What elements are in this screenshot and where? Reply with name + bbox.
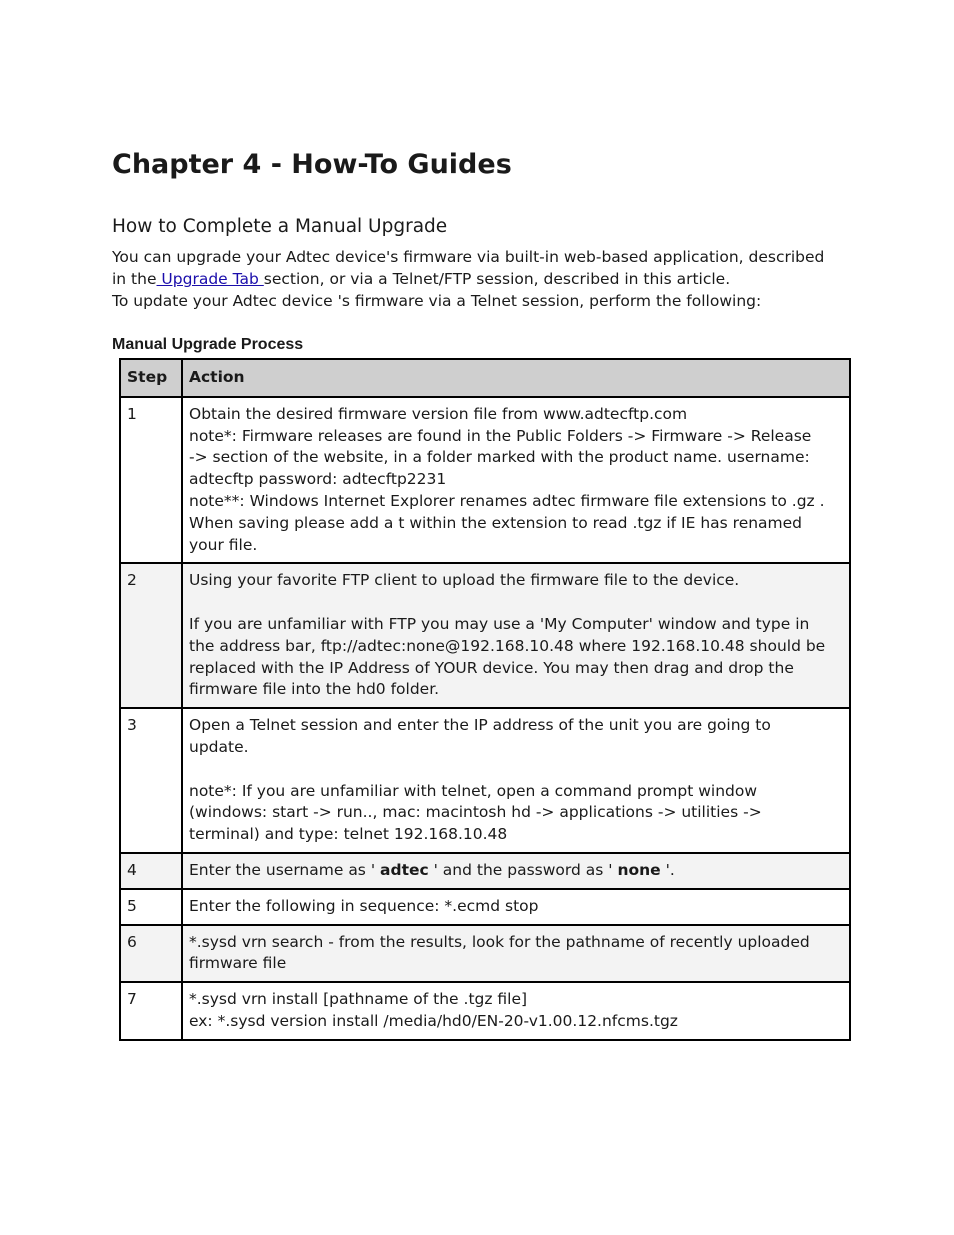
table-row bbox=[120, 925, 850, 983]
action-line: replaced with the IP Address of YOUR device. You may then drag and drop the bbox=[189, 658, 794, 677]
intro-line-2 bbox=[112, 269, 852, 291]
action-cell bbox=[182, 925, 850, 983]
step-number: 2 bbox=[120, 563, 182, 708]
table-row bbox=[120, 708, 850, 853]
step-number: 1 bbox=[120, 397, 182, 564]
action-line: firmware file bbox=[189, 954, 287, 973]
intro-paragraph bbox=[112, 247, 852, 312]
action-cell bbox=[182, 563, 850, 708]
intro-line-3: To update your Adtec device 's firmware via a Telnet session, perform the following: bbox=[112, 291, 762, 310]
chapter-title: Chapter 4 - How-To Guides bbox=[112, 149, 512, 180]
action-cell bbox=[182, 889, 850, 925]
table-header-row bbox=[120, 359, 850, 397]
table-row bbox=[120, 563, 850, 708]
action-line: adtecftp password: adtecftp2231 bbox=[189, 470, 447, 489]
password-value: none bbox=[617, 860, 661, 879]
action-cell bbox=[182, 982, 850, 1040]
action-line: *.sysd vrn search - from the results, look for the pathname of recently uploaded bbox=[189, 932, 810, 951]
table-row bbox=[120, 397, 850, 564]
action-line: When saving please add a t within the extension to read .tgz if IE has renamed bbox=[189, 513, 803, 532]
action-line: your file. bbox=[189, 535, 258, 554]
action-line: Enter the following in sequence: *.ecmd stop bbox=[189, 896, 539, 915]
action-line: ex: *.sysd version install /media/hd0/EN-20-v1.00.12.nfcms.tgz bbox=[189, 1011, 678, 1030]
table-row bbox=[120, 982, 850, 1040]
step-number: 4 bbox=[120, 853, 182, 889]
step-number: 7 bbox=[120, 982, 182, 1040]
action-line: (windows: start -> run.., mac: macintosh hd -> applications -> utilities -> bbox=[189, 803, 762, 822]
action-line: note**: Windows Internet Explorer renames adtec firmware file extensions to .gz . bbox=[189, 491, 825, 510]
action-line: the address bar, ftp://adtec:none@192.168.10.48 where 192.168.10.48 should be bbox=[189, 636, 826, 655]
action-line: update. bbox=[189, 737, 249, 756]
action-line: Open a Telnet session and enter the IP address of the unit you are going to bbox=[189, 716, 771, 735]
action-line: firmware file into the hd0 folder. bbox=[189, 680, 440, 699]
username-value: adtec bbox=[380, 860, 429, 879]
intro-line-2-before: in the bbox=[112, 269, 157, 288]
action-line: *.sysd vrn install [pathname of the .tgz file] bbox=[189, 990, 528, 1009]
header-step: Step bbox=[120, 359, 182, 397]
paragraph-gap bbox=[189, 592, 843, 614]
action-cell bbox=[182, 853, 850, 889]
table-row bbox=[120, 853, 850, 889]
header-action: Action bbox=[182, 359, 850, 397]
action-text: ' and the password as ' bbox=[428, 860, 618, 879]
action-line: Using your favorite FTP client to upload the firmware file to the device. bbox=[189, 571, 740, 590]
intro-line-2-after: section, or via a Telnet/FTP session, described in this article. bbox=[263, 269, 731, 288]
action-line: terminal) and type: telnet 192.168.10.48 bbox=[189, 825, 508, 844]
table-caption: Manual Upgrade Process bbox=[112, 336, 304, 353]
upgrade-tab-link[interactable]: Upgrade Tab bbox=[156, 269, 264, 288]
manual-upgrade-table bbox=[119, 358, 851, 1041]
intro-line-1: You can upgrade your Adtec device's firmware via built-in web-based application, described bbox=[112, 248, 825, 266]
step-number: 5 bbox=[120, 889, 182, 925]
action-line: note*: If you are unfamiliar with telnet, open a command prompt window bbox=[189, 781, 758, 800]
action-line: Obtain the desired firmware version file from www.adtecftp.com bbox=[189, 404, 688, 423]
action-cell bbox=[182, 708, 850, 853]
paragraph-gap bbox=[189, 759, 843, 781]
action-line: -> section of the website, in a folder marked with the product name. username: bbox=[189, 448, 810, 467]
step-number: 3 bbox=[120, 708, 182, 853]
action-line: note*: Firmware releases are found in the Public Folders -> Firmware -> Release bbox=[189, 426, 812, 445]
table-row bbox=[120, 889, 850, 925]
action-text: Enter the username as ' bbox=[189, 860, 381, 879]
section-title: How to Complete a Manual Upgrade bbox=[112, 216, 448, 237]
action-text: '. bbox=[660, 860, 675, 879]
action-line: If you are unfamiliar with FTP you may use a 'My Computer' window and type in bbox=[189, 614, 810, 633]
action-cell bbox=[182, 397, 850, 564]
step-number: 6 bbox=[120, 925, 182, 983]
